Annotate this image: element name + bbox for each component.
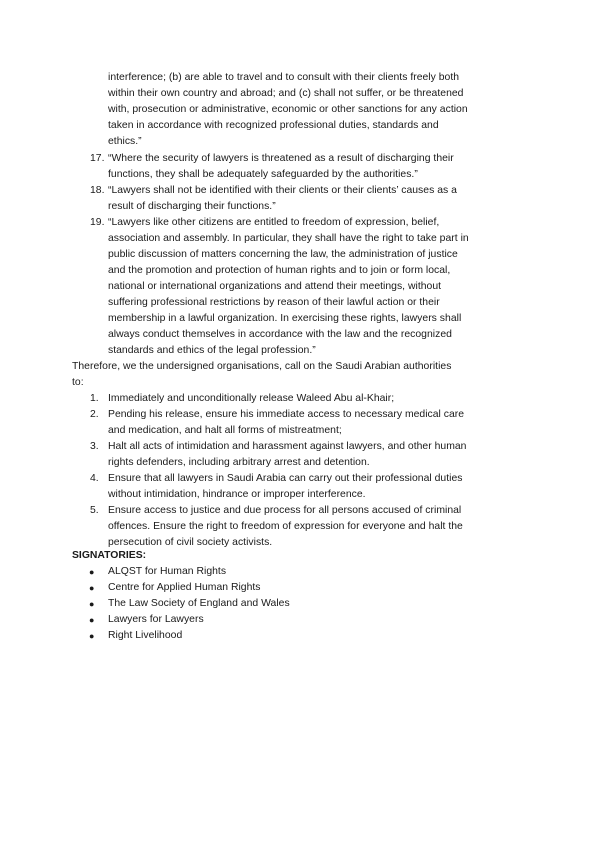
call-intro-line: to:: [72, 377, 84, 388]
item-19-line: public discussion of matters concerning the law, the administration of justice: [108, 249, 458, 260]
item-17-line: functions, they shall be adequately safeguarded by the authorities.”: [108, 169, 418, 180]
item-19-line: standards and ethics of the legal profession.”: [108, 345, 316, 356]
item-17-number: 17.: [90, 153, 105, 164]
demand-3-number: 3.: [90, 441, 99, 452]
bullet-icon: ●: [89, 599, 95, 609]
item-18-line: “Lawyers shall not be identified with their clients or their clients’ causes as a: [108, 185, 457, 196]
item-19-line: membership in a lawful organization. In exercising these rights, lawyers shall: [108, 313, 462, 324]
item-16-line: within their own country and abroad; and (c) shall not suffer, or be threatened: [108, 88, 464, 99]
demand-2-number: 2.: [90, 409, 99, 420]
item-19-line: national or international organizations and attend their meetings, without: [108, 281, 442, 292]
item-18-number: 18.: [90, 185, 105, 196]
item-18-line: result of discharging their functions.”: [108, 201, 276, 212]
bullet-icon: ●: [89, 631, 95, 641]
signatory-item: ALQST for Human Rights: [108, 566, 227, 577]
demand-1-number: 1.: [90, 393, 99, 404]
demand-5-line: offences. Ensure the right to freedom of expression for everyone and halt the: [108, 521, 463, 532]
item-19-line: suffering professional restrictions by reason of their lawful action or their: [108, 297, 440, 308]
demand-4-line: without intimidation, hindrance or improper interference.: [108, 489, 366, 500]
call-intro-line: Therefore, we the undersigned organisations, call on the Saudi Arabian authorities: [72, 361, 452, 372]
bullet-icon: ●: [89, 583, 95, 593]
demand-5-line: persecution of civil society activists.: [108, 537, 273, 548]
item-19-line: and the promotion and protection of human rights and to join or form local,: [108, 265, 451, 276]
demand-4-line: Ensure that all lawyers in Saudi Arabia can carry out their professional duties: [108, 473, 463, 484]
demand-5-number: 5.: [90, 505, 99, 516]
signatory-item: The Law Society of England and Wales: [108, 598, 290, 609]
item-16-line: interference; (b) are able to travel and to consult with their clients freely both: [108, 72, 460, 83]
demand-2-line: Pending his release, ensure his immediate access to necessary medical care: [108, 409, 465, 420]
item-16-line: taken in accordance with recognized professional duties, standards and: [108, 120, 439, 131]
demand-1-line: Immediately and unconditionally release Waleed Abu al-Khair;: [108, 393, 395, 404]
item-19-line: “Lawyers like other citizens are entitled to freedom of expression, belief,: [108, 217, 440, 228]
item-16-line: ethics.”: [108, 136, 142, 147]
signatory-item: Centre for Applied Human Rights: [108, 582, 261, 593]
signatory-item: Lawyers for Lawyers: [108, 614, 204, 625]
item-19-line: association and assembly. In particular, they shall have the right to take part in: [108, 233, 469, 244]
bullet-icon: ●: [89, 567, 95, 577]
demand-5-line: Ensure access to justice and due process for all persons accused of criminal: [108, 505, 462, 516]
item-16-line: with, prosecution or administrative, economic or other sanctions for any action: [108, 104, 468, 115]
demand-3-line: rights defenders, including arbitrary arrest and detention.: [108, 457, 370, 468]
item-17-line: “Where the security of lawyers is threatened as a result of discharging their: [108, 153, 454, 164]
bullet-icon: ●: [89, 615, 95, 625]
item-19-line: always conduct themselves in accordance with the law and the recognized: [108, 329, 452, 340]
signatories-heading: SIGNATORIES:: [72, 550, 147, 561]
demand-2-line: and medication, and halt all forms of mistreatment;: [108, 425, 342, 436]
demand-4-number: 4.: [90, 473, 99, 484]
demand-3-line: Halt all acts of intimidation and harassment against lawyers, and other human: [108, 441, 467, 452]
item-19-number: 19.: [90, 217, 105, 228]
signatory-item: Right Livelihood: [108, 630, 183, 641]
